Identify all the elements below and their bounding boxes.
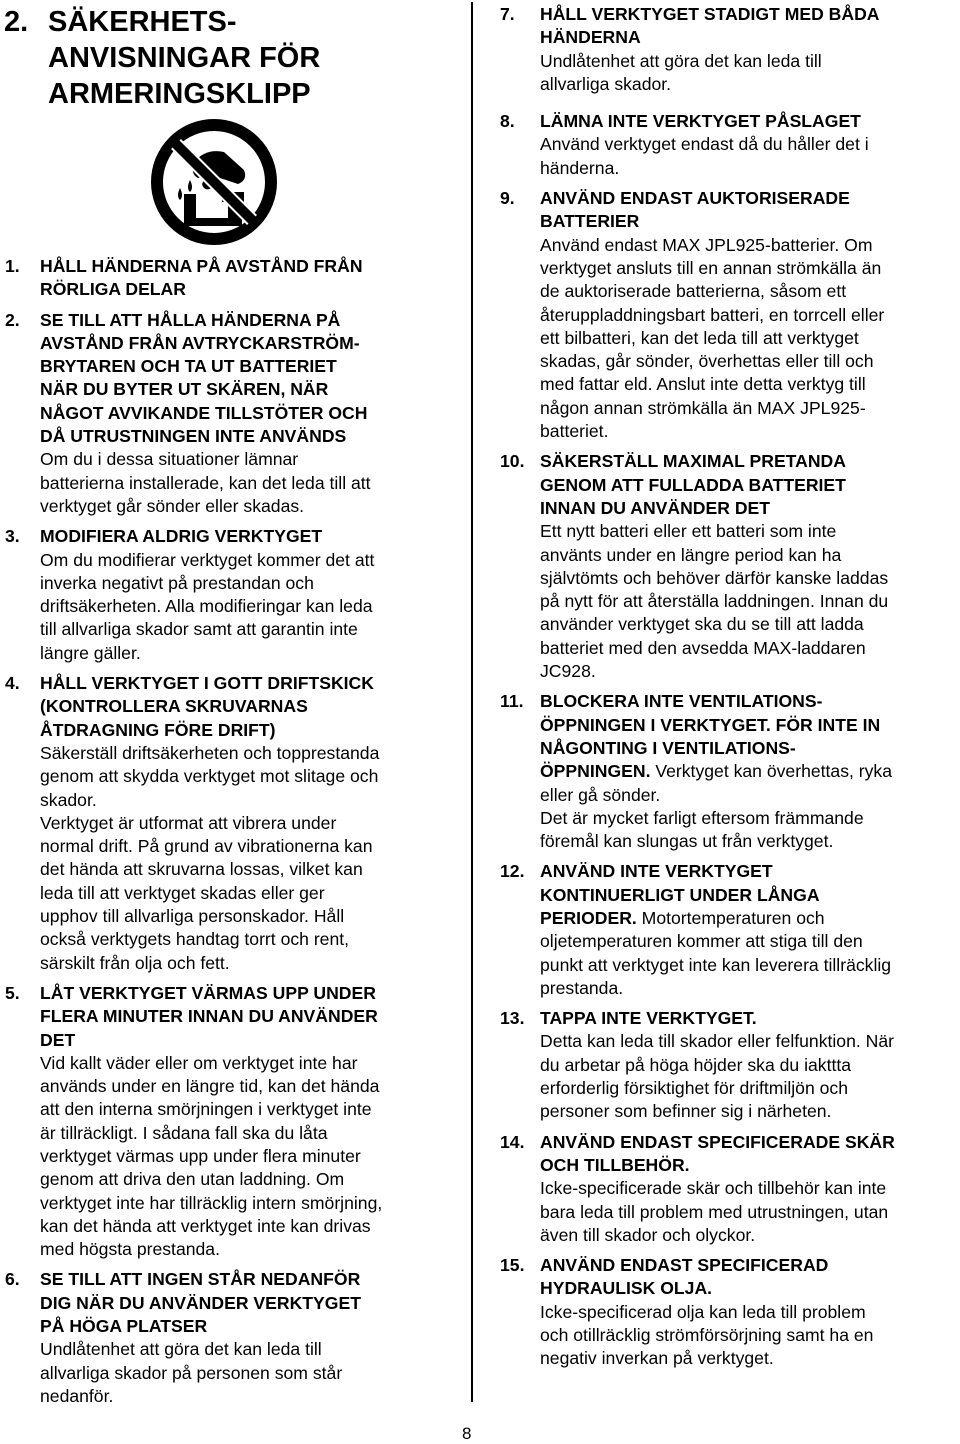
item-body: kan det hända att verktyget inte kan drivas	[40, 1215, 371, 1236]
item-body: använts under en längre period kan ha	[540, 544, 842, 565]
item-heading: BATTERIER	[540, 211, 640, 232]
item-body: med högsta prestanda.	[40, 1239, 220, 1260]
item-body: någon annan strömkälla än MAX JPL925-	[540, 397, 866, 418]
item-number: 11.	[500, 691, 524, 712]
item-body: leda till att verktyget skadas eller ger	[40, 882, 325, 903]
item-body: och otillräcklig strömförsörjning samt ha en	[540, 1325, 874, 1346]
item-heading: AVSTÅND FRÅN AVTRYCKARSTRÖM-	[40, 332, 360, 353]
section-number: 2.	[4, 6, 29, 38]
item-number: 6.	[5, 1269, 20, 1290]
item-inline-text: Motortemperaturen och	[636, 907, 825, 928]
item-body: nedanför.	[40, 1385, 114, 1406]
item-number: 10.	[500, 451, 525, 472]
item-body: verktyget inte har tillräcklig intern smörjning,	[40, 1192, 383, 1213]
item-number: 8.	[500, 111, 515, 132]
item-body: de auktoriserade batterierna, såsom ett	[540, 281, 847, 302]
section-title-line: SÄKERHETS-	[48, 6, 237, 38]
item-body: att den interna smörjningen i verktyget inte	[40, 1099, 372, 1120]
item-body: Icke-specificerad olja kan leda till problem	[540, 1301, 866, 1322]
item-body: Ett nytt batteri eller ett batteri som inte	[540, 521, 837, 542]
item-body: inverka negativt på prestandan och	[40, 572, 314, 593]
item-body: också verktygets handtag torrt och rent,	[40, 929, 350, 950]
item-body: eller gå sönder.	[540, 784, 661, 805]
item-body: verktyget ansluts till en annan strömkälla än	[540, 257, 882, 278]
instruction-item-15	[500, 1254, 960, 1370]
item-body: är tillräckligt. I sådana fall ska du låta	[40, 1122, 328, 1143]
item-inline-heading: ÖPPNINGEN.	[540, 761, 651, 782]
instruction-item-4	[0, 672, 445, 975]
item-heading: DIG NÄR DU ANVÄNDER VERKTYGET	[40, 1292, 361, 1313]
item-number: 4.	[5, 673, 20, 694]
item-body: Det är mycket farligt eftersom främmande	[540, 807, 864, 828]
item-number: 3.	[5, 526, 20, 547]
item-body: erforderlig försiktighet för driftmiljön och	[540, 1078, 849, 1099]
item-heading: ANVÄND INTE VERKTYGET	[540, 861, 773, 882]
item-heading: LÄMNA INTE VERKTYGET PÅSLAGET	[540, 111, 861, 132]
item-heading: ANVÄND ENDAST AUKTORISERADE	[540, 188, 850, 209]
item-heading: OCH TILLBEHÖR.	[540, 1154, 690, 1175]
item-heading: ÅTDRAGNING FÖRE DRIFT)	[40, 719, 276, 740]
item-number: 1.	[5, 256, 20, 276]
item-heading: HÅLL VERKTYGET STADIGT MED BÅDA	[540, 4, 880, 24]
item-mixed-line	[540, 760, 960, 783]
item-body: upphov till allvarliga personskador. Håll	[40, 906, 345, 927]
item-heading: FLERA MINUTER INNAN DU ANVÄNDER	[40, 1006, 378, 1027]
item-heading: SE TILL ATT INGEN STÅR NEDANFÖR	[40, 1269, 361, 1290]
item-heading: SE TILL ATT HÅLLA HÄNDERNA PÅ	[40, 309, 341, 330]
item-body: med fattar eld. Anslut inte detta verktyg till	[540, 374, 866, 395]
item-body: batteriet.	[540, 421, 609, 442]
item-body: prestanda.	[540, 977, 624, 998]
item-body: personer som befinner sig i närheten.	[540, 1101, 832, 1122]
item-number: 5.	[5, 982, 20, 1003]
item-heading: DÅ UTRUSTNINGEN INTE ANVÄNDS	[40, 426, 347, 447]
item-body: Icke-specificerade skär och tillbehör kan inte	[540, 1178, 887, 1199]
item-body: Verktyget är utformat att vibrera under	[40, 812, 337, 833]
item-body: skador.	[40, 789, 97, 810]
item-heading: ÖPPNINGEN I VERKTYGET. FÖR INTE IN	[540, 714, 881, 735]
item-body: skadas, går sönder, överhettas eller till och	[540, 351, 874, 372]
item-heading: GENOM ATT FULLADDA BATTERIET	[540, 474, 846, 495]
item-body: bara leda till problem med utrustningen, utan	[540, 1201, 889, 1222]
item-body: Använd endast MAX JPL925-batterier. Om	[540, 234, 873, 255]
section-title	[0, 4, 440, 112]
item-heading: NÄR DU BYTER UT SKÄREN, NÄR	[40, 379, 329, 400]
item-number: 12.	[500, 861, 525, 882]
item-body: händerna.	[540, 157, 620, 178]
item-body: JC928.	[540, 661, 596, 682]
item-body: oljetemperaturen kommer att stiga till den	[540, 931, 863, 952]
instruction-item-9	[500, 187, 960, 443]
item-body: Om du i dessa situationer lämnar	[40, 449, 299, 470]
item-body: längre gäller.	[40, 642, 141, 663]
item-mixed-line	[540, 907, 960, 930]
item-body: till allvarliga skador samt att garantin inte	[40, 619, 358, 640]
item-body: använder verktyget ska du se till att ladda	[540, 614, 864, 635]
item-inline-text: Verktyget kan överhettas, ryka	[650, 761, 893, 782]
instruction-item-11	[500, 690, 960, 853]
item-inline-heading: PERIODER.	[540, 907, 637, 928]
instruction-item-1	[0, 255, 445, 302]
item-body: återuppladdningsbart batteri, en torrcell eller	[540, 304, 885, 325]
item-heading: INNAN DU ANVÄNDER DET	[540, 497, 771, 518]
section-title-line: ARMERINGSKLIPP	[48, 78, 311, 110]
no-hands-warning-icon	[150, 118, 278, 246]
instruction-item-6	[0, 1268, 445, 1408]
item-body: även till skador och olyckor.	[540, 1224, 756, 1245]
instruction-item-10	[500, 450, 960, 683]
item-body: Detta kan leda till skador eller felfunktion. När	[540, 1031, 895, 1052]
instruction-item-12	[500, 860, 960, 1000]
left-column	[0, 255, 445, 1408]
item-heading: (KONTROLLERA SKRUVARNAS	[40, 696, 308, 717]
item-number: 7.	[500, 4, 515, 24]
item-body: på nytt för att återställa laddningen. Innan du	[540, 591, 889, 612]
instruction-item-7	[500, 3, 960, 96]
item-body: batterierna installerade, kan det leda till att	[40, 472, 371, 493]
item-body: verktyget går sönder eller skadas.	[40, 495, 305, 516]
item-body: används under en längre tid, kan det hända	[40, 1076, 380, 1097]
item-heading: LÅT VERKTYGET VÄRMAS UPP UNDER	[40, 982, 376, 1003]
item-number: 2.	[5, 309, 20, 330]
item-body: självtömts och behöver därför kanske laddas	[540, 567, 889, 588]
item-heading: BRYTAREN OCH TA UT BATTERIET	[40, 356, 337, 377]
instruction-item-3	[0, 525, 445, 665]
item-heading: ANVÄND ENDAST SPECIFICERADE SKÄR	[540, 1131, 895, 1152]
item-body: Om du modifierar verktyget kommer det att	[40, 549, 375, 570]
section-title-line: ANVISNINGAR FÖR	[48, 42, 321, 74]
item-body: det hända att skruvarna lossas, vilket kan	[40, 859, 363, 880]
item-heading: HÅLL HÄNDERNA PÅ AVSTÅND FRÅN	[40, 256, 363, 276]
item-heading: NÅGONTING I VENTILATIONS-	[540, 737, 796, 758]
item-heading: PÅ HÖGA PLATSER	[40, 1316, 208, 1337]
item-body: genom att skydda verktyget mot slitage och	[40, 766, 379, 787]
item-number: 14.	[500, 1131, 525, 1152]
item-heading: BLOCKERA INTE VENTILATIONS-	[540, 691, 823, 712]
item-heading: DET	[40, 1029, 76, 1050]
item-heading: SÄKERSTÄLL MAXIMAL PRETANDA	[540, 451, 846, 472]
item-body: allvarliga skador på personen som står	[40, 1362, 343, 1383]
item-body: Undlåtenhet att göra det kan leda till	[540, 50, 822, 71]
item-body: allvarliga skador.	[540, 73, 672, 94]
item-heading: HYDRAULISK OLJA.	[540, 1278, 713, 1299]
item-heading: RÖRLIGA DELAR	[40, 279, 186, 300]
item-number: 13.	[500, 1008, 525, 1029]
instruction-item-14	[500, 1131, 960, 1247]
item-body: föremål kan slungas ut från verktyget.	[540, 831, 834, 852]
item-heading: KONTINUERLIGT UNDER LÅNGA	[540, 884, 820, 905]
item-heading: HÅLL VERKTYGET I GOTT DRIFTSKICK	[40, 673, 374, 694]
item-body: verktyget värmas upp under flera minuter	[40, 1145, 361, 1166]
item-number: 9.	[500, 188, 515, 209]
item-heading: NÅGOT AVVIKANDE TILLSTÖTER OCH	[40, 402, 368, 423]
item-body: Säkerställ driftsäkerheten och topprestanda	[40, 742, 380, 763]
item-body: negativ inverkan på verktyget.	[540, 1348, 774, 1369]
item-body: Använd verktyget endast då du håller det i	[540, 134, 869, 155]
item-body: Undlåtenhet att göra det kan leda till	[40, 1339, 322, 1360]
column-divider	[471, 2, 473, 1402]
item-heading: ANVÄND ENDAST SPECIFICERAD	[540, 1255, 829, 1276]
item-body: normal drift. På grund av vibrationerna kan	[40, 836, 373, 857]
right-column	[500, 3, 960, 1371]
item-heading: MODIFIERA ALDRIG VERKTYGET	[40, 526, 323, 547]
item-body: genom att driva den utan laddning. Om	[40, 1169, 345, 1190]
item-body: driftsäkerheten. Alla modifieringar kan leda	[40, 596, 373, 617]
instruction-item-5	[0, 982, 445, 1262]
item-heading: HÄNDERNA	[540, 27, 641, 48]
item-body: Vid kallt väder eller om verktyget inte har	[40, 1052, 358, 1073]
item-body: du arbetar på höga höjder ska du iakttta	[540, 1054, 852, 1075]
item-body: batteriet med den avsedda MAX-laddaren	[540, 637, 866, 658]
page-number: 8	[462, 1424, 472, 1443]
instruction-item-2	[0, 309, 445, 519]
item-heading: TAPPA INTE VERKTYGET.	[540, 1008, 757, 1029]
item-body: särskilt från olja och fett.	[40, 952, 230, 973]
item-body: punkt att verktyget inte kan leverera tillräcklig	[540, 954, 892, 975]
instruction-item-8	[500, 110, 960, 180]
instruction-item-13	[500, 1007, 960, 1123]
item-number: 15.	[500, 1255, 525, 1276]
item-body: ett bilbatteri, kan det leda till att verktyget	[540, 327, 859, 348]
